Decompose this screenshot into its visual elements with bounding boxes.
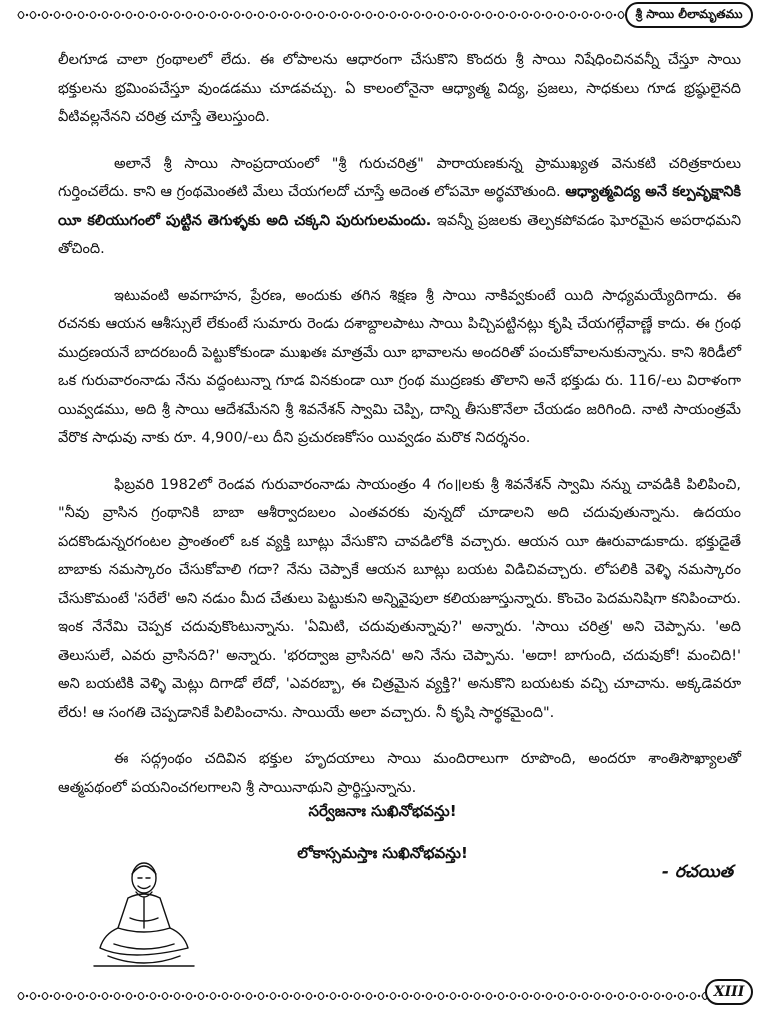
- bottom-decorative-border: [14, 988, 707, 1004]
- body-paragraph: [58, 282, 741, 453]
- body-paragraph: [58, 471, 741, 728]
- author-portrait-illustration: [88, 856, 200, 974]
- blessing-line-2: లోకాస్సమస్తాః సుఖినోభవన్తు!: [297, 844, 468, 862]
- paragraph-text: అలానే శ్రీ సాయి సాంప్రదాయంలో "శ్రీ గురుచరిత్ర" పారాయణకున్న ప్రాముఖ్యత వెనుకటి చరిత్రకారులు గుర్తించలేదు. కాని ఆ గ్రంథమెంతటి మేలు చేయగలదో చూస్తే అదెంత లోపమో అర్థమౌతుంది.: [58, 155, 741, 200]
- body-paragraph: [58, 46, 741, 132]
- body-paragraph: [58, 150, 741, 264]
- page-body: [58, 46, 741, 820]
- running-header: శ్రీ సాయి లీలామృతము: [625, 2, 753, 28]
- top-decorative-border: [14, 7, 625, 23]
- paragraph-text: ఈ సద్గ్రంథం చదివిన భక్తుల హృదయాలు సాయి మందిరాలుగా రూపొంది, అందరూ శాంతిసౌఖ్యాలతో ఆత్మపథంలో పయనించగలగాలని శ్రీ సాయినాథుని ప్రార్థిస్తున్నాను.: [58, 751, 741, 796]
- author-signature: - రచయిత: [661, 862, 733, 882]
- paragraph-text: ఫిబ్రవరి 1982లో రెండవ గురువారంనాడు సాయంత్రం 4 గం॥లకు శ్రీ శివనేశన్ స్వామి నన్ను చావడికి పిలిపించి, "నీవు వ్రాసిన గ్రంథానికి బాబా ఆశీర్వాదబలం ఎంతవరకు వున్నదో చూడాలని అది చదువుతున్నాను. ఉదయం పదకొండున్నరగంటల ప్రాంతంలో ఒక వ్యక్తి బూట్లు వేసుకొని చావడిలోకి వచ్చారు. ఆయన యీ ఊరువాడుకాదు. భక్తుడైతే బాబాకు నమస్కారం చేసుకోవాలి గదా? నేను చెప్పాకే ఆయన బూట్లు బయట విడిచివచ్చారు. లోపలికి వెళ్ళి నమస్కారం చేసుకొమంటే 'సరేలే' అని నడుం మీద చేతులు పెట్టుకుని అన్నివైపులా కలియజూస్తున్నారు. కొంచెం పెదమనిషిగా కనిపించారు. ఇంక నేనేమి చెప్పక చదువుకొంటున్నాను. 'ఏమిటి, చదువుతున్నావు?' అన్నారు. 'సాయి చరిత్ర' అని చెప్పాను. 'అది తెలుసులే, ఎవరు వ్రాసినది?' అన్నారు. 'భరద్వాజ వ్రాసినది' అని నేను చెప్పాను. 'అదా! బాగుంది, చదువుకో! మంచిది!' అని బయటికి వెళ్ళి మెట్లు దిగాడో లేదో, 'ఎవరబ్బా, ఈ చిత్రమైన వ్యక్తి?' అనుకొని బయటకు వచ్చి చూచాను. అక్కడెవరూ లేరు! ఆ సంగతి చెప్పడానికే పిలిపించాను. సాయియే అలా వచ్చారు. నీ కృషి సార్థకమైంది".: [58, 476, 741, 721]
- paragraph-text-continued: ఇవన్నీ ప్రజలకు తెల్పకపోవడం ఘోరమైన అపరాధమని తోచింది.: [58, 212, 742, 257]
- emphasized-text: ఆధ్యాత్మవిద్య అనే కల్పవృక్షానికి యీ కలియుగంలో పుట్టిన తెగుళ్ళకు అది చక్కని పురుగులమందు.: [58, 184, 741, 229]
- paragraph-text: ఇటువంటి అవగాహన, ప్రేరణ, అందుకు తగిన శిక్షణ శ్రీ సాయి నాకివ్వకుంటే యిది సాధ్యమయ్యేదిగాదు. ఈ రచనకు ఆయన ఆశీస్సులే లేకుంటే సుమారు రెండు దశాబ్దాలపాటు సాయి పిచ్చిపట్టినట్లు కృషి చేయగల్గేవాణ్ణే కాదు. ఈ గ్రంథ ముద్రణయనే బాదరబందీ పెట్టుకోకుండా ముఖతః మాత్రమే యీ భావాలను అందరితో పంచుకోవాలనుకున్నాను. కాని శిరిడీలో ఒక గురువారంనాడు నేను వద్దంటున్నా గూడ వినకుండా యీ గ్రంథ ముద్రణకు తొలాని అనే భక్తుడు రు. 116/-లు విరాళంగా యివ్వడము, అది శ్రీ సాయి ఆదేశమేనని శ్రీ శివనేశన్ స్వామి చెప్పి, దాన్ని తీసుకొనేలా చేయడం జరిగింది. నాటి సాయంత్రమే వేరొక సాధువు నాకు రూ. 4,900/-లు దీని ప్రచురణకోసం యివ్వడం మరొక నిదర్శనం.: [58, 287, 741, 446]
- page-number: XIII: [705, 979, 753, 1005]
- paragraph-text: లీలగూడ చాలా గ్రంథాలలో లేదు. ఈ లోపాలను ఆధారంగా చేసుకొని కొందరు శ్రీ సాయి నిషేధించినవన్నీ చేస్తూ సాయి భక్తులను భ్రమింపచేస్తూ వుండడము చూడవచ్చు. ఏ కాలంలోనైనా ఆధ్యాత్మ విద్య, ప్రజలు, సాధకులు గూడ భ్రష్ఠులైనది వీటివల్లనేనని చరిత్ర చూస్తే తెలుస్తుంది.: [58, 52, 741, 125]
- blessing-line-1: సర్వేజనాః సుఖినోభవన్తు!: [308, 802, 457, 820]
